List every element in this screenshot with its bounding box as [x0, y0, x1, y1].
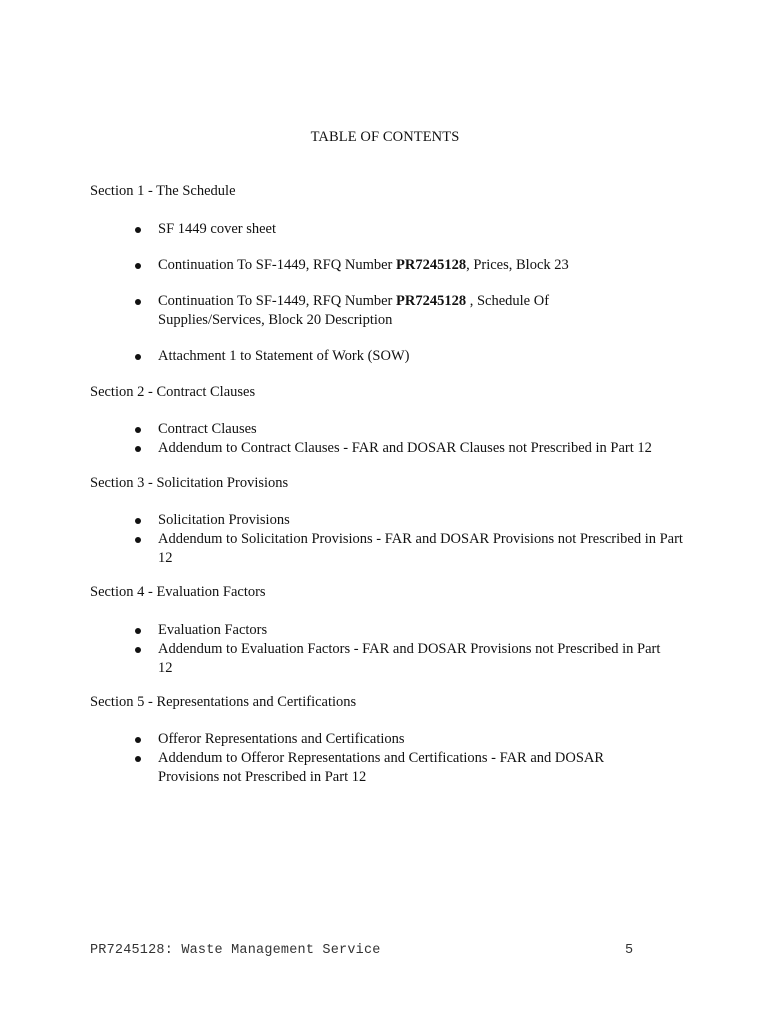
list-item: Continuation To SF-1449, RFQ Number PR7245128 , Schedule Of Supplies/Services, Block 20 Description [158, 293, 550, 328]
section-1-heading: Section 1 - The Schedule [90, 183, 236, 199]
section-5-heading: Section 5 - Representations and Certifications [90, 694, 357, 710]
section-3-heading: Section 3 - Solicitation Provisions [90, 475, 289, 491]
toc-title: TABLE OF CONTENTS [310, 129, 460, 145]
list-item: Addendum to Solicitation Provisions - FAR and DOSAR Provisions not Prescribed in Part 12 [158, 531, 683, 566]
list-item: Contract Clauses [158, 421, 257, 437]
list-item: Addendum to Evaluation Factors - FAR and DOSAR Provisions not Prescribed in Part 12 [158, 641, 661, 676]
list-item: Addendum to Offeror Representations and Certifications - FAR and DOSAR Provisions not Prescribed in Part 12 [158, 750, 605, 785]
footer-document-id: PR7245128: Waste Management Service [90, 943, 381, 958]
section-4-heading: Section 4 - Evaluation Factors [90, 584, 266, 600]
section-2-heading: Section 2 - Contract Clauses [90, 384, 256, 400]
rfq-number: PR7245128 [395, 257, 467, 273]
list-item: Attachment 1 to Statement of Work (SOW) [158, 348, 410, 364]
list-item: Offeror Representations and Certifications [158, 731, 405, 747]
list-item: SF 1449 cover sheet [158, 221, 276, 237]
list-item: Evaluation Factors [158, 622, 268, 638]
list-item: Continuation To SF-1449, RFQ Number PR7245128, Prices, Block 23 [158, 257, 569, 273]
list-item: Solicitation Provisions [158, 512, 290, 528]
page-number: 5 [625, 943, 634, 958]
rfq-number: PR7245128 [395, 293, 467, 309]
list-item: Addendum to Contract Clauses - FAR and DOSAR Clauses not Prescribed in Part 12 [158, 440, 652, 456]
